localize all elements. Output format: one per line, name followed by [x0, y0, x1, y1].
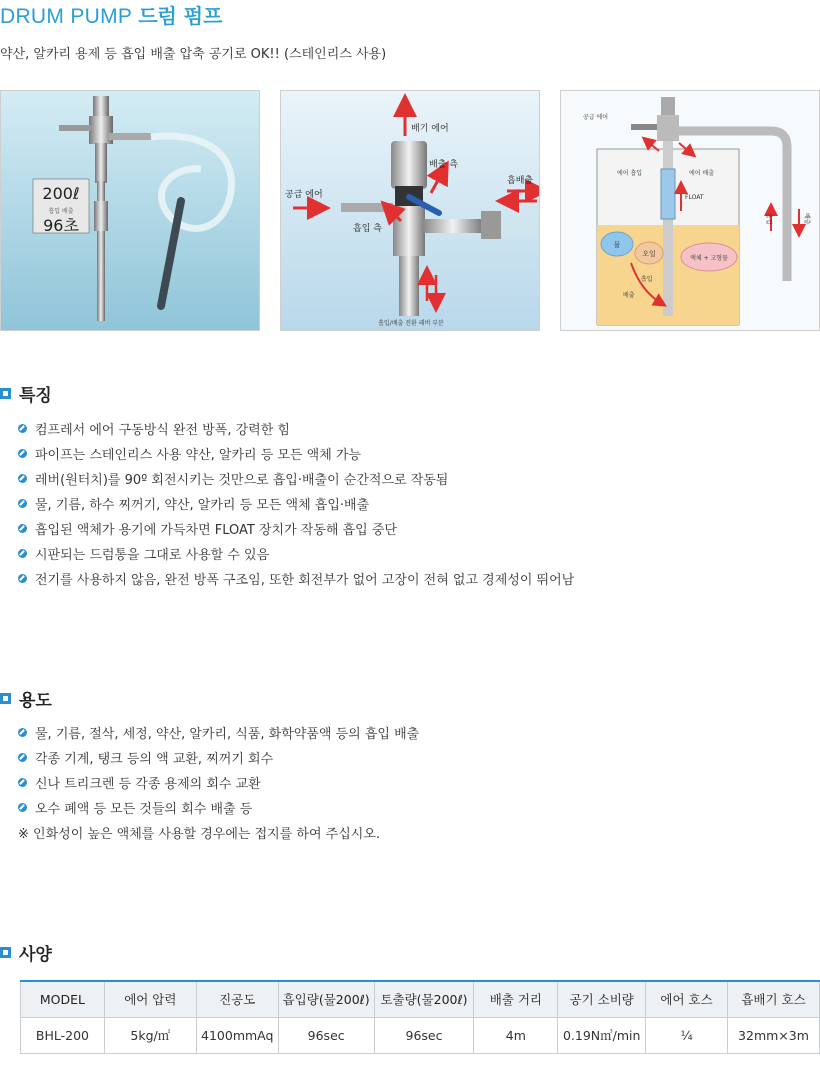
check-bullet-icon: [18, 499, 27, 508]
title-ko: 드럼 펌프: [138, 4, 223, 28]
square-bullet-icon: [0, 947, 11, 958]
usage-note: ※ 인화성이 높은 액체를 사용할 경우에는 접지를 하여 주십시오.: [18, 827, 381, 842]
check-bullet-icon: [18, 574, 27, 583]
drum-diagram: [560, 90, 820, 331]
list-item: 신나 트리크렌 등 각종 용제의 회수 교환: [18, 770, 419, 795]
cell-discharge-volume: 96sec: [374, 1017, 474, 1053]
spec-table: [20, 980, 820, 1054]
diagram-discharge: 배출: [623, 292, 635, 299]
label-discharge-side: 배출 측: [429, 160, 458, 170]
list-item: 파이프는 스테인리스 사용 약산, 알카리 등 모든 액체 가능: [18, 441, 574, 466]
check-bullet-icon: [18, 549, 27, 558]
check-bullet-icon: [18, 474, 27, 483]
header-discharge-volume: 토출량(물200ℓ): [374, 981, 474, 1017]
usage-list: [18, 720, 419, 845]
features-heading: [0, 381, 52, 406]
product-photo: [0, 90, 260, 331]
list-item: 흡입된 액체가 용기에 가득차면 FLOAT 장치가 작동해 흡입 중단: [18, 516, 574, 541]
list-item: 물, 기름, 하수 찌꺼기, 약산, 알카리 등 모든 액체 흡입·배출: [18, 491, 574, 516]
list-item: 전기를 사용하지 않음, 완전 방폭 구조임, 또한 회전부가 없어 고장이 전혀 없고 경제성이 뛰어남: [18, 566, 574, 591]
header-suction-volume: 흡입량(물200ℓ): [278, 981, 374, 1017]
header-air-hose: 에어 호스: [646, 981, 728, 1017]
title-en: DRUM PUMP: [0, 5, 133, 28]
header-air-pressure: 에어 압력: [104, 981, 196, 1017]
diagram-float: FLOAT: [685, 194, 704, 201]
usage-title: 용도: [19, 691, 52, 711]
spec-title: 사양: [19, 945, 52, 965]
features-title: 특징: [19, 386, 52, 406]
cell-air-hose: ¼: [646, 1017, 728, 1053]
label-suction-discharge: 흡배출: [507, 176, 534, 186]
check-bullet-icon: [18, 524, 27, 533]
check-bullet-icon: [18, 449, 27, 458]
header-air-consumption: 공기 소비량: [558, 981, 646, 1017]
diagram-supply-air: 공급 에어: [583, 114, 609, 121]
diagram-air-discharge: 에어 배출: [689, 170, 715, 177]
photo-caption: 흡입/배출 전환 레버 부분: [378, 320, 444, 327]
cell-air-pressure: 5kg/㎡: [104, 1017, 196, 1053]
diagram-air-suction: 에어 흡입: [617, 170, 643, 177]
check-bullet-icon: [18, 778, 27, 787]
cell-discharge-distance: 4m: [474, 1017, 558, 1053]
photo-small-label: 흡입 배출: [48, 208, 74, 215]
list-item: 컴프레서 에어 구동방식 완전 방폭, 강력한 힘: [18, 416, 574, 441]
list-item: 레버(원터치)를 90º 회전시키는 것만으로 흡입·배출이 순간적으로 작동됨: [18, 466, 574, 491]
header-vacuum: 진공도: [196, 981, 278, 1017]
check-bullet-icon: [18, 424, 27, 433]
header-model: MODEL: [21, 981, 105, 1017]
header-discharge-distance: 배출 거리: [474, 981, 558, 1017]
label-suction-side: 흡입 측: [353, 224, 382, 234]
page-subtitle: 약산, 알카리 용제 등 흡입 배출 압축 공기로 OK!! (스테인리스 사용): [0, 47, 387, 62]
list-item: 각종 기계, 탱크 등의 액 교환, 찌꺼기 회수: [18, 745, 419, 770]
diagram-liquid-solid: 액체 + 고형물: [690, 255, 728, 262]
table-row: [21, 1017, 820, 1053]
label-supply-air: 공급 에어: [285, 190, 323, 200]
cell-air-consumption: 0.19N㎥/min: [558, 1017, 646, 1053]
check-bullet-icon: [18, 753, 27, 762]
header-intake-exhaust-hose: 흡배기 호스: [727, 981, 819, 1017]
diagram-water: 물: [613, 241, 621, 249]
list-item: 오수 폐액 등 모든 것들의 회수 배출 등: [18, 795, 419, 820]
list-item: 시판되는 드럼통을 그대로 사용할 수 있음: [18, 541, 574, 566]
page-title: [0, 0, 222, 30]
check-bullet-icon: [18, 803, 27, 812]
table-header-row: [21, 981, 820, 1017]
diagram-side-discharge: 배출: [803, 213, 810, 225]
photo-time-label: 96초: [43, 216, 79, 235]
lever-detail-photo: [280, 90, 540, 331]
diagram-side-suction: 흡입: [765, 213, 772, 225]
usage-heading: [0, 686, 52, 711]
diagram-suction: 흡입: [641, 276, 653, 283]
cell-model: BHL-200: [21, 1017, 105, 1053]
photo-volume-label: 200ℓ: [42, 184, 80, 203]
check-bullet-icon: [18, 728, 27, 737]
label-exhaust: 배기 에어: [411, 124, 449, 134]
spec-heading: [0, 940, 52, 965]
cell-intake-exhaust-hose: 32mm×3m: [727, 1017, 819, 1053]
square-bullet-icon: [0, 693, 11, 704]
list-item: 물, 기름, 절삭, 세정, 약산, 알카리, 식품, 화학약품액 등의 흡입 배출: [18, 720, 419, 745]
diagram-oil: 오일: [642, 250, 656, 258]
cell-vacuum: 4100mmAq: [196, 1017, 278, 1053]
cell-suction-volume: 96sec: [278, 1017, 374, 1053]
features-list: [18, 416, 574, 591]
square-bullet-icon: [0, 388, 11, 399]
